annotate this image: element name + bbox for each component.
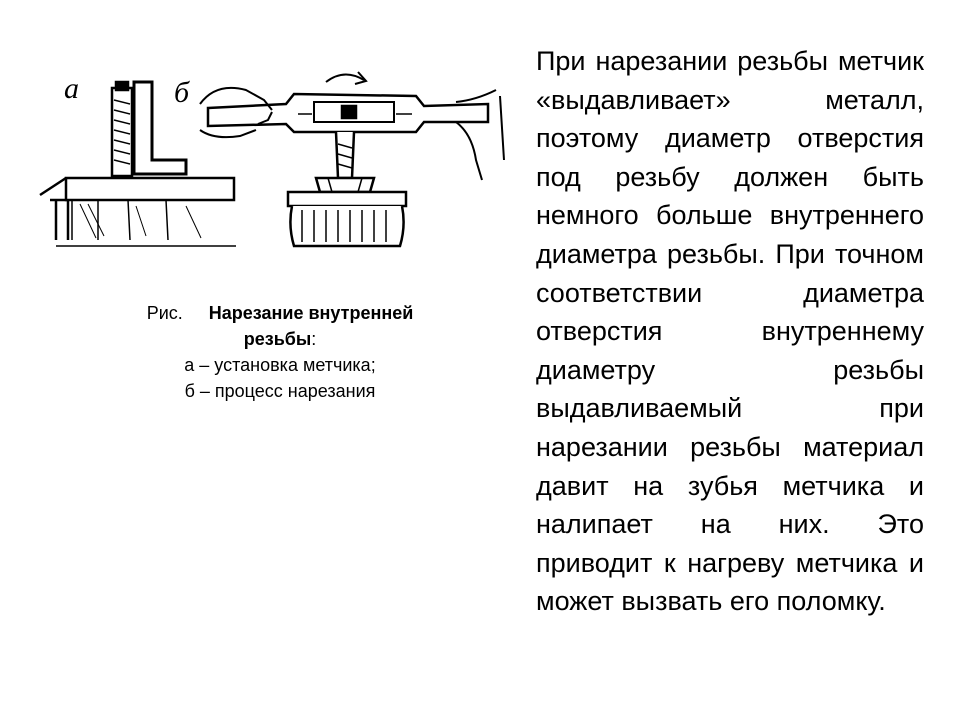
- caption-title: Нарезание внутренней: [208, 303, 414, 323]
- caption-colon: :: [311, 329, 317, 349]
- tap-installation-drawing: [40, 82, 236, 246]
- figure-label-b: б: [174, 76, 190, 109]
- tap-cutting-drawing: [200, 72, 504, 246]
- figure-caption: [60, 300, 500, 404]
- tapping-illustration: [36, 60, 506, 250]
- tap-drawing: [36, 60, 506, 250]
- caption-prefix: Рис.: [146, 303, 183, 323]
- caption-title-line: [60, 300, 500, 326]
- caption-item-a: а – установка метчика;: [184, 355, 376, 375]
- explanation-paragraph: При нарезании резьбы метчик «выдавливает» металл, поэтому диаметр отверстия под резьбу должен быть немного больше внутреннего диаметра резьбы. При точном соответствии диаметра отверстия внутреннему диаметру резьбы выдавливаемый при нарезании резьбы материал давит на зубья метчика и налипает на них. Это приводит к нагреву метчика и может вызвать его поломку.: [536, 46, 924, 617]
- figure-label-a: а: [64, 72, 79, 105]
- caption-title-line-2: [60, 326, 500, 352]
- caption-item-b: б – процесс нарезания: [184, 381, 376, 401]
- caption-title-continued: резьбы: [243, 329, 312, 349]
